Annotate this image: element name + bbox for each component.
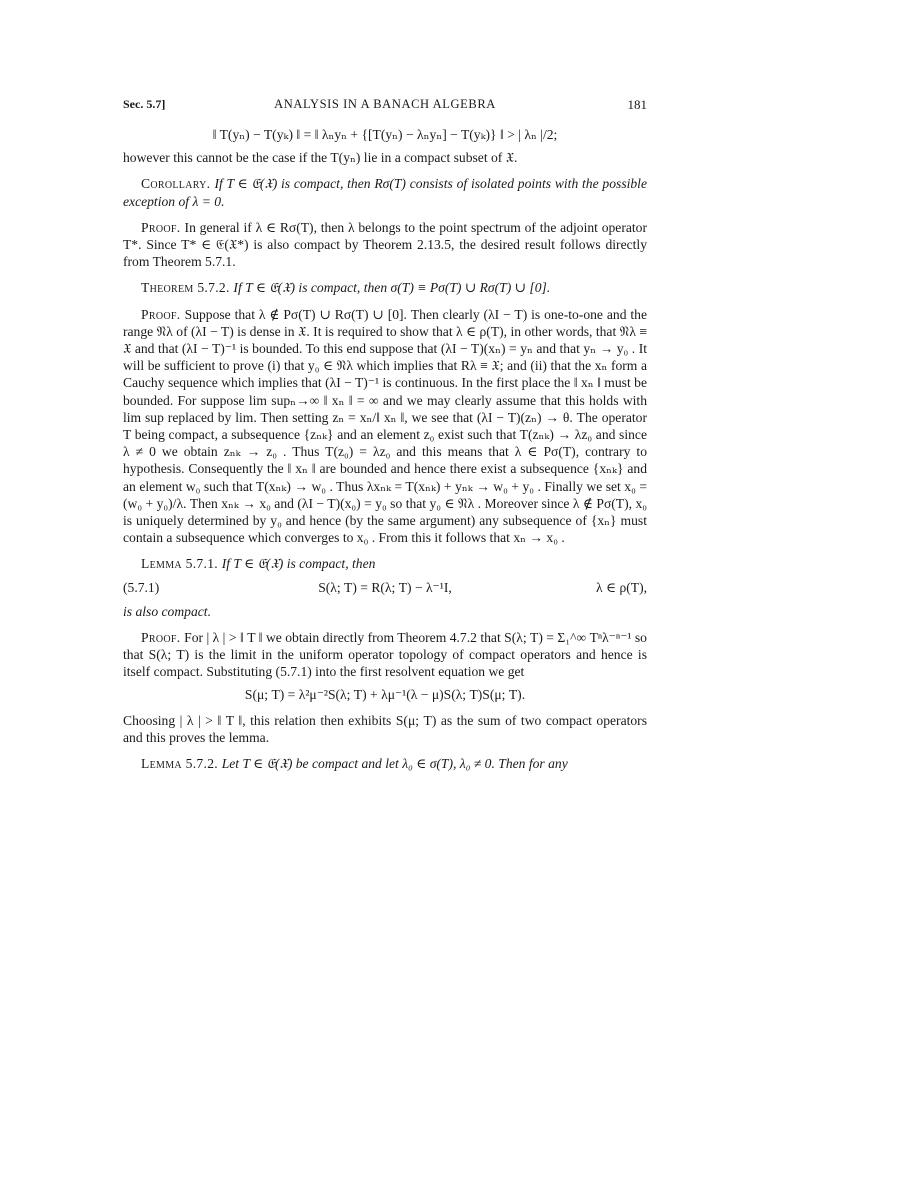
corollary bbox=[123, 175, 647, 209]
proof-text: For | λ | > ‖ T ‖ we obtain directly from Theorem 4.7.2 that S(λ; T) = Σ₁^∞ Tⁿλ⁻ⁿ⁻¹ so that S(λ; T) is the limit in the uniform operator topology of compact operators and hence is itself compact. Substituting (5.7.1) into the first resolvent equation we get bbox=[123, 629, 647, 680]
theorem-label: Theorem 5.7.2. bbox=[141, 280, 234, 296]
lemma-label: Lemma 5.7.2. bbox=[141, 756, 222, 772]
lemma-statement: Let T ∈ 𝔈(𝔛) be compact and let λ₀ ∈ σ(T), λ₀ ≠ 0. Then for any bbox=[221, 756, 568, 772]
theorem-proof bbox=[123, 306, 647, 547]
proof-label: Proof. bbox=[141, 629, 185, 645]
section-label: Sec. 5.7] bbox=[123, 97, 166, 111]
resolvent-equation: S(μ; T) = λ²μ⁻²S(λ; T) + λμ⁻¹(λ − μ)S(λ; T)S(μ; T). bbox=[244, 687, 526, 703]
lemma-statement: If T ∈ 𝔈(𝔛) is compact, then bbox=[221, 556, 376, 572]
lemma-5-7-2 bbox=[123, 755, 647, 772]
equation-5-7-1 bbox=[123, 579, 647, 599]
proof-text: In general if λ ∈ Rσ(T), then λ belongs to the point spectrum of the adjoint operator T*. Since T* ∈ 𝔈(𝔛*) is also compact by Theorem 2.13.5, the desired result follows directly from Theorem 5.7.1. bbox=[123, 219, 648, 270]
corollary-statement: If T ∈ 𝔈(𝔛) is compact, then Rσ(T) consists of isolated points with the possible exception of λ = 0. bbox=[123, 176, 647, 209]
lemma-5-7-1 bbox=[123, 555, 647, 572]
theorem-5-7-2 bbox=[123, 279, 647, 296]
continuation-text: however this cannot be the case if the T(yₙ) lie in a compact subset of 𝔛. bbox=[123, 150, 518, 166]
equation-condition: λ ∈ ρ(T), bbox=[596, 579, 647, 595]
equation-number: (5.7.1) bbox=[123, 579, 160, 595]
theorem-statement: If T ∈ 𝔈(𝔛) is compact, then σ(T) ≡ Pσ(T) ∪ Rσ(T) ∪ [0]. bbox=[233, 280, 551, 296]
lemma-statement-end: is also compact. bbox=[123, 603, 211, 619]
lemma-proof bbox=[123, 629, 647, 681]
page-number: 181 bbox=[627, 97, 647, 112]
proof-label: Proof. bbox=[141, 219, 185, 235]
proof-label: Proof. bbox=[141, 306, 185, 322]
chapter-title: ANALYSIS IN A BANACH ALGEBRA bbox=[274, 97, 496, 111]
lemma-label: Lemma 5.7.1. bbox=[141, 556, 222, 572]
corollary-proof bbox=[123, 219, 647, 271]
running-header bbox=[123, 96, 647, 116]
book-page bbox=[123, 96, 647, 781]
proof-text: Suppose that λ ∉ Pσ(T) ∪ Rσ(T) ∪ [0]. Then clearly (λI − T) is one-to-one and the range 𝔑λ of (λI − T) is dense in 𝔛. It is required to show that λ ∈ ρ(T), in other words, that 𝔑λ ≡ 𝔛 and that (λI − T)⁻¹ is bounded. To this end suppose that (λI − T)(xₙ) = yₙ and that yₙ → y₀ . It will be sufficient to prove (i) that y₀ ∈ 𝔑λ which implies that Rλ ≡ 𝔛; and (ii) that the xₙ form a Cauchy sequence which implies that (λI − T)⁻¹ is continuous. In the first place the ‖ xₙ ‖ must be bounded. For suppose lim supₙ→∞ ‖ xₙ ‖ = ∞ and we may clearly assume that this holds with lim sup replaced by lim. Then setting zₙ = xₙ/‖ xₙ ‖, we see that (λI − T)(zₙ) → θ. The operator T being compact, a subsequence {zₙₖ} and an element z₀ exist such that T(zₙₖ) → λz₀ and since λ ≠ 0 we obtain zₙₖ → z₀ . Thus T(z₀) = λz₀ and this means that λ ∈ Pσ(T), contrary to hypothesis. Consequently the ‖ xₙ ‖ are bounded and hence there exist a subsequence {xₙₖ} and an element w₀ such that T(xₙₖ) → w₀ . Thus λxₙₖ = T(xₙₖ) + yₙₖ → w₀ + y₀ . Finally we set x₀ = (w₀ + y₀)/λ. Then xₙₖ → x₀ and (λI − T)(x₀) = y₀ so that y₀ ∈ 𝔑λ . Moreover since λ ∉ Pσ(T), x₀ is uniquely determined by y₀ and hence (by the same argument) any subsequence of {xₙ} must contain a subsequence which converges to x₀ . From this it follows that xₙ → x₀ . bbox=[123, 306, 647, 546]
lemma-proof-conclusion: Choosing | λ | > ‖ T ‖, this relation then exhibits S(μ; T) as the sum of two compact operators and this proves the lemma. bbox=[123, 712, 647, 745]
corollary-label: Corollary. bbox=[141, 176, 215, 192]
display-equation-norm: ‖ T(yₙ) − T(yₖ) ‖ = ‖ λₙyₙ + {[T(yₙ) − λₙyₙ] − T(yₖ)} ‖ > | λₙ |/2; bbox=[212, 127, 558, 142]
equation-body: S(λ; T) = R(λ; T) − λ⁻¹I, bbox=[318, 579, 452, 595]
